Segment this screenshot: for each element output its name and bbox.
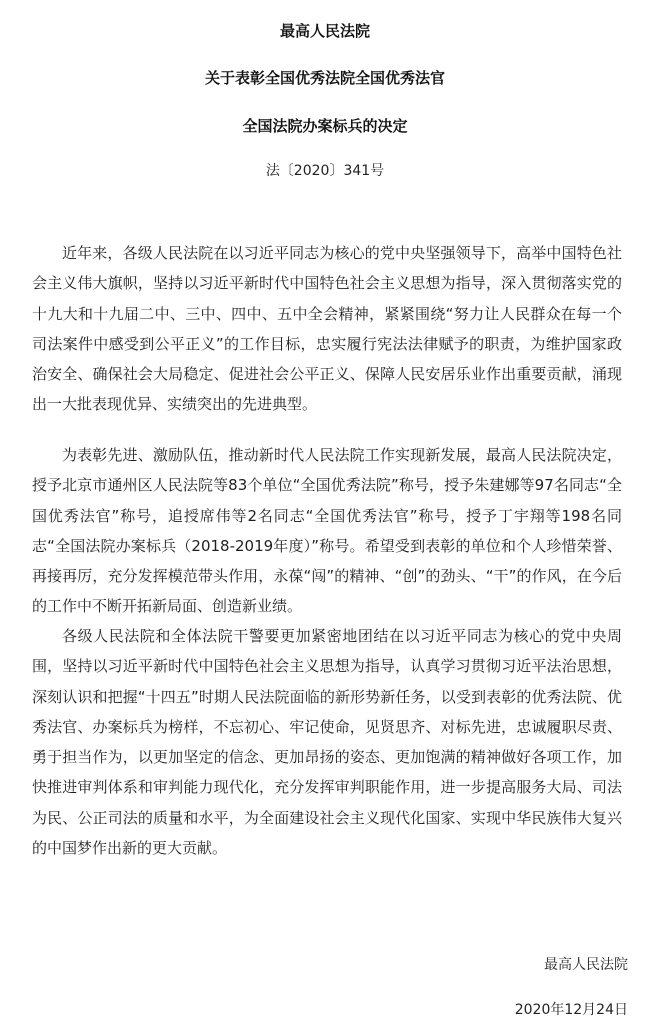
document-number: 法〔2020〕341号 xyxy=(265,163,385,179)
body-paragraph-1: 近年来，各级人民法院在以习近平同志为核心的党中央坚强领导下，高举中国特色社会主义伟大旗帜，坚持以习近平新时代中国特色社会主义思想为指导，深入贯彻落实党的十九大和十九届二中、三中、四中、五中全会精神，紧紧围绕“努力让人民群众在每一个司法案件中感受到公平正义”的工作目标，忠实履行宪法法律赋予的职责，为维护国家政治安全、确保社会大局稳定、促进社会公平正义、保障人民安居乐业作出重要贡献，涌现出一大批表现优异、实绩突出的先进典型。 xyxy=(32,244,622,414)
title-subject-line-1: 关于表彰全国优秀法院全国优秀法官 xyxy=(204,69,445,87)
body-paragraph-3: 各级人民法院和全体法院干警要更加紧密地团结在以习近平同志为核心的党中央周围，坚持以习近平新时代中国特色社会主义思想为指导，认真学习贯彻习近平法治思想，深刻认识和把握“十四五”时期人民法院面临的新形势新任务，以受到表彰的优秀法院、优秀法官、办案标兵为榜样，不忘初心、牢记使命，见贤思齐、对标先进，忠诚履职尽责、勇于担当作为，以更加坚定的信念、更加昂扬的姿态、更加饱满的精神做好各项工作，加快推进审判体系和审判能力现代化，充分发挥审判职能作用，进一步提高服务大局、司法为民、公正司法的质量和水平，为全面建设社会主义现代化国家、实现中华民族伟大复兴的中国梦作出新的更大贡献。 xyxy=(32,627,622,858)
body-paragraph-2: 为表彰先进、激励队伍，推动新时代人民法院工作实现新发展，最高人民法院决定，授予北京市通州区人民法院等83个单位“全国优秀法院”称号，授予朱建娜等97名同志“全国优秀法官”称号，追授席伟等2名同志“全国优秀法官”称号，授予丁宇翔等198名同志“全国法院办案标兵（2018-2019年度）”称号。希望受到表彰的单位和个人珍惜荣誉、再接再厉，充分发挥模范带头作用，永葆“闯”的精神、“创”的劲头、“干”的作风，在今后的工作中不断开拓新局面、创造新业绩。 xyxy=(32,446,622,616)
title-subject-line-2: 全国法院办案标兵的决定 xyxy=(242,117,408,135)
title-issuer: 最高人民法院 xyxy=(279,22,370,40)
signature-date: 2020年12月24日 xyxy=(514,1002,628,1018)
signature-issuer: 最高人民法院 xyxy=(544,957,628,973)
